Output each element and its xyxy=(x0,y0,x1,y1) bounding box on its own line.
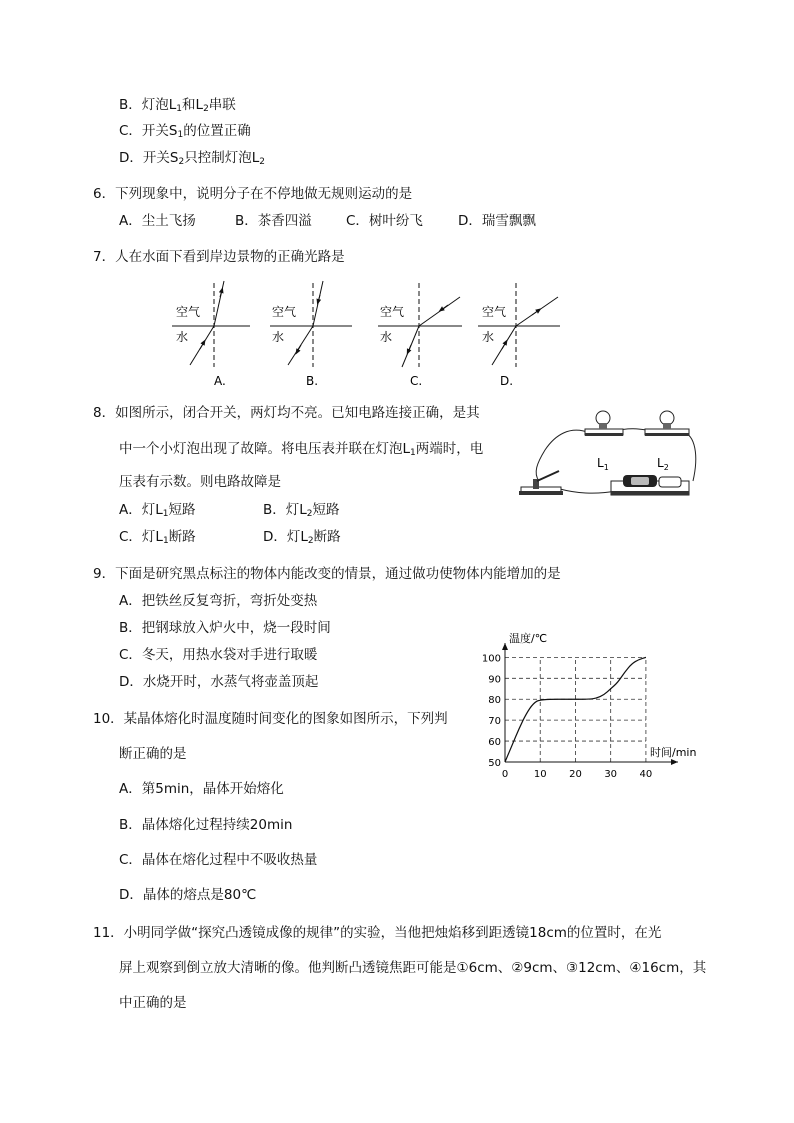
x-tick-label: 0 xyxy=(501,769,509,780)
q9-stem: 9．下面是研究黑点标注的物体内能改变的情景，通过做功使物体内能增加的是 xyxy=(93,566,561,582)
q8-line3: 压表有示数。则电路故障是 xyxy=(119,474,281,490)
light-path-c xyxy=(378,283,462,367)
y-axis-arrow xyxy=(502,643,508,650)
circuit-l2-label: $L_2$ xyxy=(657,456,669,472)
light-path-c-water-label: 水 xyxy=(380,330,393,344)
light-path-d xyxy=(478,283,560,367)
q8-option-c: C．灯$L_1$断路 xyxy=(119,529,196,546)
chart-ylabel: 温度/℃ xyxy=(509,632,548,645)
light-path-d-water-label: 水 xyxy=(482,330,495,344)
light-path-b-water-label: 水 xyxy=(272,330,285,344)
q10-option-b: B．晶体熔化过程持续20min xyxy=(119,817,293,833)
light-path-c-air-label: 空气 xyxy=(380,305,405,319)
q10-stem-line2: 断正确的是 xyxy=(119,746,187,762)
q6-option-a: A．尘土飞扬 xyxy=(119,213,196,229)
x-axis-arrow xyxy=(671,759,678,765)
circuit-figure xyxy=(515,405,705,505)
battery xyxy=(611,475,689,495)
melting-chart xyxy=(478,632,710,784)
q11-line3: 中正确的是 xyxy=(119,995,187,1011)
light-path-a-air-label: 空气 xyxy=(176,305,201,319)
y-tick-label: 50 xyxy=(488,758,501,769)
x-tick-label: 30 xyxy=(604,769,618,780)
q5-option-b: B．灯泡$L_1$和$L_2$串联 xyxy=(119,97,236,114)
light-path-a xyxy=(172,281,250,367)
x-tick-label: 10 xyxy=(533,769,547,780)
q8-line1: 8．如图所示，闭合开关，两灯均不亮。已知电路连接正确，是其 xyxy=(93,405,480,421)
q10-option-d: D．晶体的熔点是80℃ xyxy=(119,887,257,903)
light-path-a-label: A. xyxy=(214,374,226,388)
chart-ticks xyxy=(482,653,652,780)
q6-stem: 6．下列现象中，说明分子在不停地做无规则运动的是 xyxy=(93,186,413,202)
q5-option-d: D．开关$S_2$只控制灯泡$L_2$ xyxy=(119,150,265,167)
q8-option-a: A．灯$L_1$短路 xyxy=(119,502,196,519)
y-tick-label: 100 xyxy=(481,653,501,665)
y-tick-label: 80 xyxy=(488,695,501,707)
q11-line2: 屏上观察到倒立放大清晰的像。他判断凸透镜焦距可能是①6cm、②9cm、③12cm、④16cm，其 xyxy=(119,960,707,976)
q9-option-b: B．把钢球放入炉火中，烧一段时间 xyxy=(119,620,331,636)
q10-option-c: C．晶体在熔化过程中不吸收热量 xyxy=(119,852,318,868)
x-tick-label: 20 xyxy=(569,769,582,780)
q5-option-c: C．开关$S_1$的位置正确 xyxy=(119,123,251,140)
switch xyxy=(519,471,563,495)
q7-stem: 7．人在水面下看到岸边景物的正确光路是 xyxy=(93,249,345,265)
q8-option-d: D．灯$L_2$断路 xyxy=(263,529,341,546)
bulb-l2 xyxy=(645,411,689,436)
x-tick-label: 40 xyxy=(639,769,653,780)
light-path-b-air-label: 空气 xyxy=(272,305,297,319)
y-tick-label: 60 xyxy=(488,737,501,749)
light-path-b xyxy=(270,281,352,367)
y-tick-label: 90 xyxy=(488,674,501,686)
q6-option-d: D．瑞雪飘飘 xyxy=(458,213,536,229)
q10-stem-line1: 10．某晶体熔化时温度随时间变化的图象如图所示，下列判 xyxy=(93,711,448,727)
y-tick-label: 70 xyxy=(488,716,501,728)
light-path-b-label: B. xyxy=(306,374,319,388)
light-path-figures xyxy=(160,275,580,395)
q10-option-a: A．第5min，晶体开始熔化 xyxy=(119,781,284,797)
q6-option-b: B．茶香四溢 xyxy=(235,213,312,229)
q11-line1: 11．小明同学做“探究凸透镜成像的规律”的实验，当他把烛焰移到距透镜18cm的位置时，在光 xyxy=(93,925,662,941)
light-path-c-label: C. xyxy=(410,374,423,388)
light-path-d-label: D. xyxy=(500,374,514,388)
q9-option-d: D．水烧开时，水蒸气将壶盖顶起 xyxy=(119,674,319,690)
q6-option-c: C．树叶纷飞 xyxy=(346,213,423,229)
q8-option-b: B．灯$L_2$短路 xyxy=(263,502,340,519)
q8-line2: 中一个小灯泡出现了故障。将电压表并联在灯泡$L_1$两端时，电 xyxy=(119,441,484,458)
circuit-l1-label: $L_1$ xyxy=(597,456,609,472)
bulb-l1 xyxy=(585,411,623,436)
light-path-a-water-label: 水 xyxy=(176,330,189,344)
q9-option-c: C．冬天，用热水袋对手进行取暖 xyxy=(119,647,318,663)
light-path-d-air-label: 空气 xyxy=(482,305,507,319)
q9-option-a: A．把铁丝反复弯折，弯折处变热 xyxy=(119,593,318,609)
chart-xlabel: 时间/min xyxy=(650,746,697,759)
